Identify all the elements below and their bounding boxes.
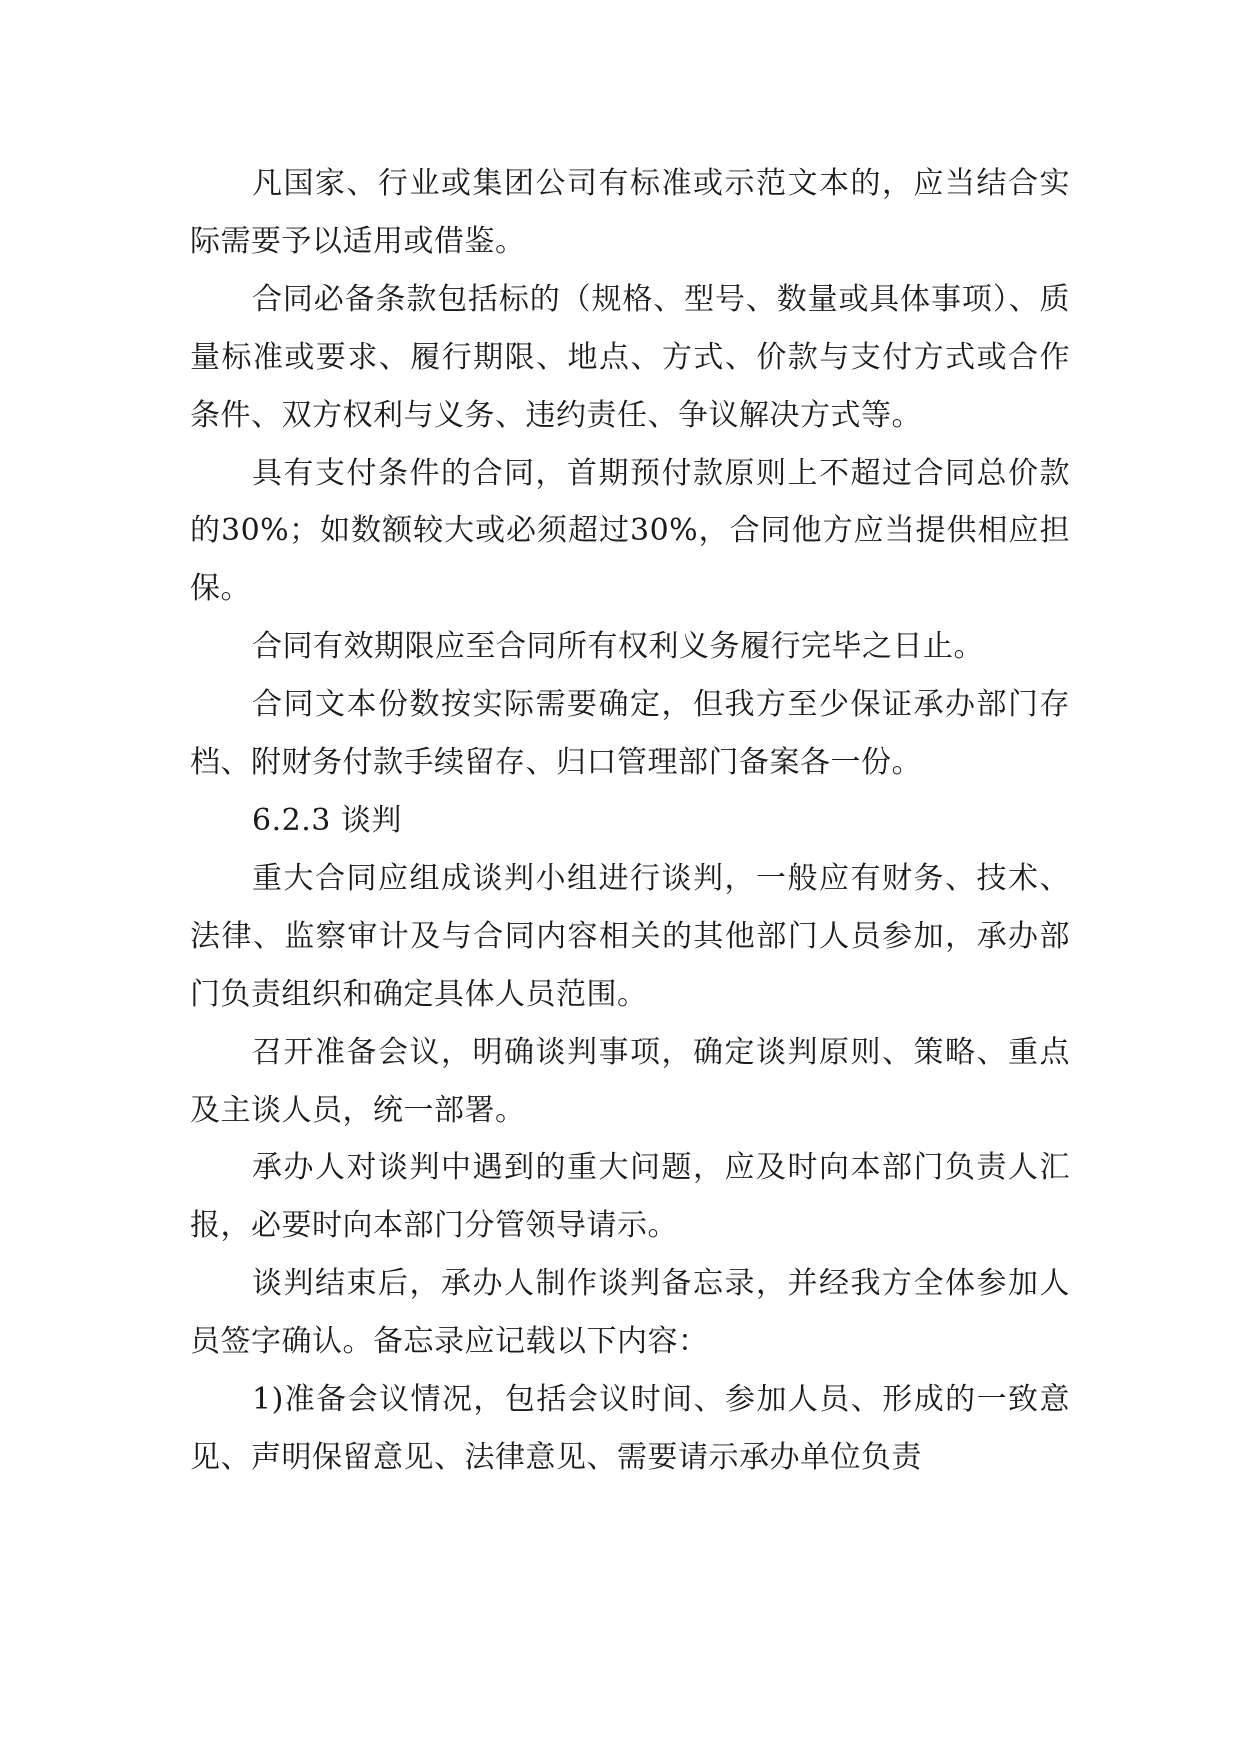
paragraph-copies: 合同文本份数按实际需要确定，但我方至少保证承办部门存档、附财务付款手续留存、归口管理部门备案各一份。: [190, 687, 1070, 781]
section-heading-negotiation: 6.2.3 谈判: [252, 802, 402, 838]
paragraph-validity-period: 合同有效期限应至合同所有权利义务履行完毕之日止。: [252, 629, 984, 665]
paragraph-standard-text: 凡国家、行业或集团公司有标准或示范文本的，应当结合实际需要予以适用或借鉴。: [190, 166, 1070, 259]
document-body: [190, 155, 1070, 1487]
paragraph-memorandum: 谈判结束后，承办人制作谈判备忘录，并经我方全体参加人员签字确认。备忘录应记载以下内容：: [190, 1266, 1070, 1360]
paragraph-preparatory-meeting: 召开准备会议，明确谈判事项，确定谈判原则、策略、重点及主谈人员，统一部署。: [190, 1034, 1070, 1128]
paragraph-reporting: 承办人对谈判中遇到的重大问题，应及时向本部门负责人汇报，必要时向本部门分管领导请示。: [190, 1150, 1070, 1244]
paragraph-prepayment: 具有支付条件的合同，首期预付款原则上不超过合同总价款的30%；如数额较大或必须超过30%，合同他方应当提供相应担保。: [190, 455, 1070, 607]
paragraph-required-clauses: 合同必备条款包括标的（规格、型号、数量或具体事项）、质量标准或要求、履行期限、地点、方式、价款与支付方式或合作条件、双方权利与义务、违约责任、争议解决方式等。: [190, 281, 1070, 433]
paragraph-negotiation-team: 重大合同应组成谈判小组进行谈判，一般应有财务、技术、法律、监察审计及与合同内容相关的其他部门人员参加，承办部门负责组织和确定具体人员范围。: [190, 860, 1070, 1012]
list-item-1: 1)准备会议情况，包括会议时间、参加人员、形成的一致意见、声明保留意见、法律意见、需要请示承办单位负责: [190, 1382, 1070, 1475]
